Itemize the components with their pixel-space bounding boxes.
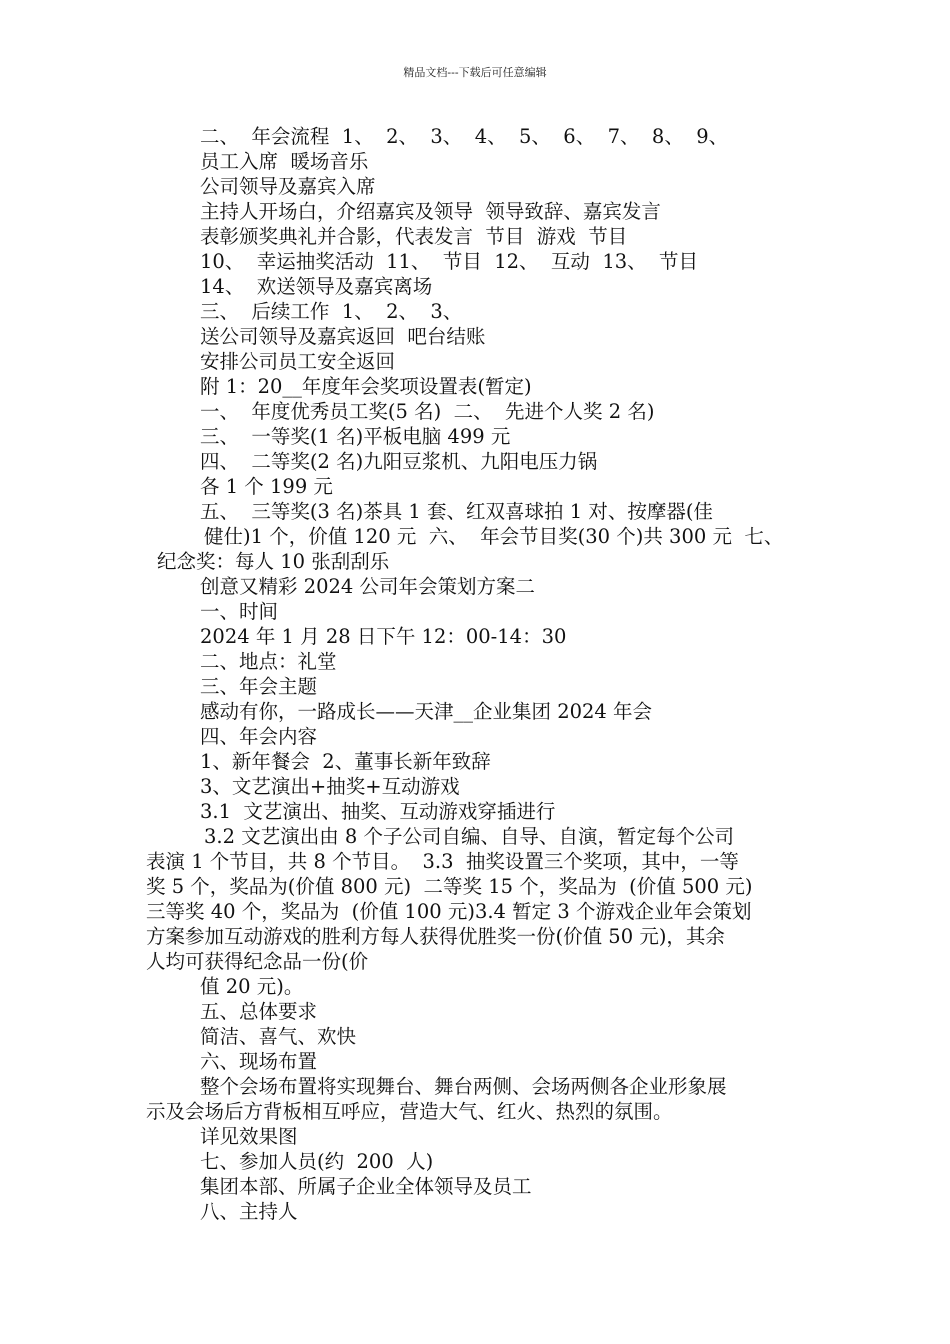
text-line: 2024 年 1 月 28 日下午 12：00-14：30 (200, 625, 567, 648)
text-line: 简洁、喜气、欢快 (200, 1025, 357, 1048)
text-line: 方案参加互动游戏的胜利方每人获得优胜奖一份(价值 50 元)，其余 (146, 925, 725, 948)
text-line: 表彰颁奖典礼并合影，代表发言 节目 游戏 节目 (200, 225, 628, 248)
page-header: 精品文档---下载后可任意编辑 (403, 66, 547, 79)
text-line: 值 20 元)。 (200, 975, 304, 998)
text-line: 奖 5 个，奖品为(价值 800 元) 二等奖 15 个，奖品为 (价值 500 元) (146, 875, 753, 898)
text-line: 四、年会内容 (200, 725, 318, 748)
text-line: 14、 欢送领导及嘉宾离场 (200, 275, 433, 298)
text-line: 10、 幸运抽奖活动 11、 节目 12、 互动 13、 节目 (200, 250, 699, 273)
text-line: 感动有你，一路成长——天津__企业集团 2024 年会 (200, 700, 653, 723)
text-line: 各 1 个 199 元 (200, 475, 333, 498)
text-line: 二、地点：礼堂 (200, 650, 337, 673)
text-line: 安排公司员工安全返回 (200, 350, 396, 373)
text-line: 1、新年餐会 2、董事长新年致辞 (200, 750, 491, 773)
text-line: 员工入席 暖场音乐 (200, 150, 369, 173)
text-line: 健仕)1 个，价值 120 元 六、 年会节目奖(30 个)共 300 元 七、 (204, 525, 784, 548)
text-line: 五、总体要求 (200, 1000, 318, 1023)
text-line: 三等奖 40 个，奖品为 (价值 100 元)3.4 暂定 3 个游戏企业年会策划 (146, 900, 752, 923)
text-line: 一、时间 (200, 600, 279, 623)
text-line: 一、 年度优秀员工奖(5 名) 二、 先进个人奖 2 名) (200, 400, 655, 423)
text-line: 纪念奖：每人 10 张刮刮乐 (157, 550, 390, 573)
text-line: 整个会场布置将实现舞台、舞台两侧、会场两侧各企业形象展 (200, 1075, 727, 1098)
text-line: 附 1：20__年度年会奖项设置表(暂定) (200, 375, 532, 398)
text-line: 表演 1 个节目，共 8 个节目。 3.3 抽奖设置三个奖项，其中，一等 (146, 850, 739, 873)
text-line: 集团本部、所属子企业全体领导及员工 (200, 1175, 532, 1198)
text-line: 三、年会主题 (200, 675, 318, 698)
text-line: 送公司领导及嘉宾返回 吧台结账 (200, 325, 486, 348)
text-line: 五、 三等奖(3 名)茶具 1 套、红双喜球拍 1 对、按摩器(佳 (200, 500, 713, 523)
text-line: 三、 后续工作 1、 2、 3、 (200, 300, 463, 323)
text-line: 四、 二等奖(2 名)九阳豆浆机、九阳电压力锅 (200, 450, 598, 473)
text-line: 创意又精彩 2024 公司年会策划方案二 (200, 575, 536, 598)
text-line: 3.1 文艺演出、抽奖、互动游戏穿插进行 (200, 800, 556, 823)
text-line: 3.2 文艺演出由 8 个子公司自编、自导、自演，暂定每个公司 (204, 825, 735, 848)
text-line: 主持人开场白，介绍嘉宾及领导 领导致辞、嘉宾发言 (200, 200, 661, 223)
text-line: 六、现场布置 (200, 1050, 318, 1073)
text-line: 人均可获得纪念品一份(价 (146, 950, 369, 973)
text-line: 七、参加人员(约 200 人) (200, 1150, 434, 1173)
text-line: 八、主持人 (200, 1200, 298, 1223)
text-line: 示及会场后方背板相互呼应，营造大气、红火、热烈的氛围。 (146, 1100, 673, 1123)
text-line: 三、 一等奖(1 名)平板电脑 499 元 (200, 425, 511, 448)
text-line: 详见效果图 (200, 1125, 298, 1148)
text-line: 3、文艺演出+抽奖+互动游戏 (200, 775, 460, 798)
text-line: 公司领导及嘉宾入席 (200, 175, 376, 198)
text-line: 二、 年会流程 1、 2、 3、 4、 5、 6、 7、 8、 9、 (200, 125, 729, 148)
